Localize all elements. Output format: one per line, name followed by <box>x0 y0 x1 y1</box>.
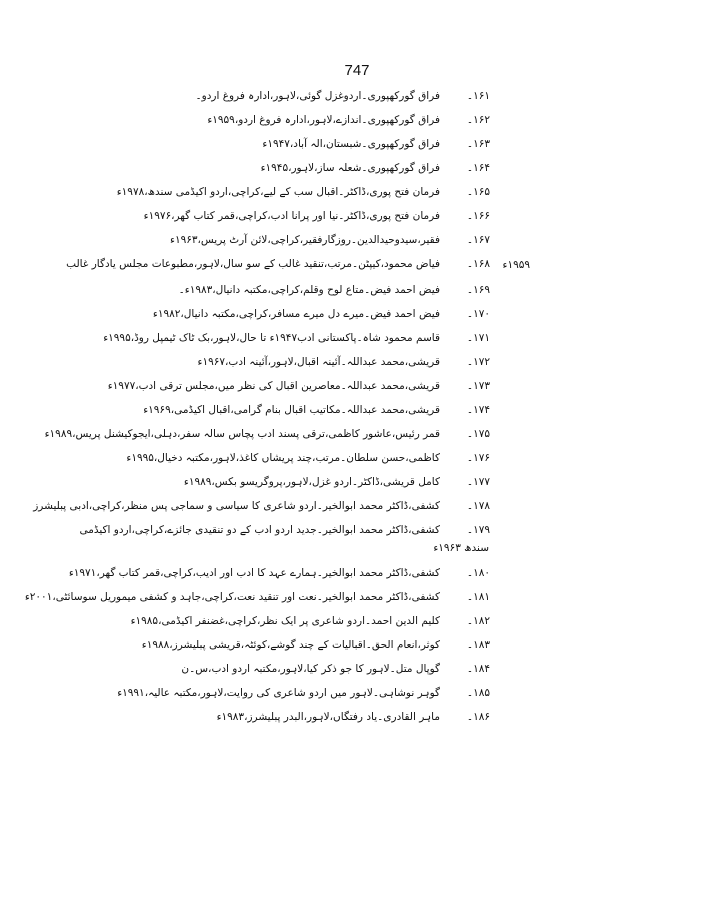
entry-number: ۱۶۴۔ <box>466 162 490 174</box>
entry-number: ۱۶۹۔ <box>466 284 490 296</box>
entry-number: ۱۷۴۔ <box>466 404 490 416</box>
entry-text: فراق گورکھپوری۔اردوغزل گوئی،لاہور،ادارہ فروغ اردو۔ <box>195 90 440 102</box>
entry-text: فقیر،سیدوحیدالدین۔روزگارفقیر،کراچی،لائن آرٹ پریس،۱۹۶۳ء <box>170 234 440 246</box>
entry-text: کشفی،ڈاکٹر محمد ابوالخیر۔نعت اور تنقید نعت،کراچی،جاہد و کشفی میموریل سوسائٹی،۲۰۰۱ء <box>24 591 440 603</box>
entry-number: ۱۸۶۔ <box>466 711 490 723</box>
entry-number: ۱۷۱۔ <box>466 332 490 344</box>
entry-text: گوہر نوشاہی۔لاہور میں اردو شاعری کی روایت،لاہور،مکتبہ عالیہ،۱۹۹۱ء <box>117 687 440 699</box>
bibliography-entry <box>126 448 490 468</box>
bibliography-entry <box>141 635 490 655</box>
entry-text: فرمان فتح پوری،ڈاکٹر۔اقبال سب کے لیے،کراچی،اردو اکیڈمی سندھ،۱۹۷۸ء <box>116 186 440 198</box>
entry-number: ۱۸۵۔ <box>466 687 490 699</box>
entry-number: ۱۷۹۔ <box>466 524 490 536</box>
entry-text: قاسم محمود شاہ۔پاکستانی ادب۱۹۴۷ء تا حال،لاہور،بک ٹاک ٹیمپل روڈ،۱۹۹۵ء <box>103 332 440 344</box>
entry-text: فراق گورکھپوری۔شعلہ ساز،لاہور،۱۹۴۵ء <box>260 162 440 174</box>
entry-text: قریشی،محمد عبداللہ۔آئینہ اقبال،لاہور،آئینہ ادب،۱۹۶۷ء <box>197 356 440 368</box>
bibliography-entry <box>117 683 490 703</box>
bibliography-entry <box>150 280 490 300</box>
bibliography-entry <box>150 352 490 372</box>
entry-number: ۱۸۴۔ <box>466 663 490 675</box>
entry-number: ۱۸۳۔ <box>466 639 490 651</box>
entry-number: ۱۷۳۔ <box>466 380 490 392</box>
entry-text: کشفی،ڈاکٹر محمد ابوالخیر۔ہمارے عہد کا ادب اور ادیب،کراچی،قمر کتاب گھر،۱۹۷۱ء <box>68 567 440 579</box>
entry-number: ۱۶۸۔ <box>466 258 490 270</box>
entry-number: ۱۷۲۔ <box>466 356 490 368</box>
entry-text: فیض احمد فیض۔متاع لوح وقلم،کراچی،مکتبہ دانیال،۱۹۸۳ء۔ <box>178 284 440 296</box>
entry-number: ۱۶۲۔ <box>466 114 490 126</box>
bibliography-entry <box>79 520 490 540</box>
entry-number: ۱۸۰۔ <box>466 567 490 579</box>
bibliography-entry <box>150 230 490 250</box>
section-year-label: ۱۹۵۹ء <box>502 259 530 271</box>
entry-text: کلیم الدین احمد۔اردو شاعری پر ایک نظر،کراچی،غضنفر اکیڈمی،۱۹۸۵ء <box>130 615 440 627</box>
bibliography-entry <box>107 376 490 396</box>
entry-text: فرمان فتح پوری،ڈاکٹر۔نیا اور پرانا ادب،کراچی،قمر کتاب گھر،۱۹۷۶ء <box>143 210 440 222</box>
entry-text: قریشی،محمد عبداللہ۔مکاتیب اقبال بنام گرامی،اقبال اکیڈمی،۱۹۶۹ء <box>143 404 440 416</box>
bibliography-entry <box>150 304 490 324</box>
entry-number: ۱۸۲۔ <box>466 615 490 627</box>
bibliography-entry <box>150 86 490 106</box>
section-year-label: سندھ ۱۹۶۳ء <box>433 542 489 554</box>
entry-text: کاظمی،حسن سلطان۔مرتب،چند پریشاں کاغذ،لاہور،مکتبہ دخیال،۱۹۹۵ء <box>126 452 440 464</box>
bibliography-entry <box>103 328 490 348</box>
entry-text: گوپال متل۔لاہور کا جو ذکر کیا،لاہور،مکتبہ اردو ادب،س۔ن <box>181 663 440 675</box>
entry-text: فیض احمد فیض۔میرے دل میرے مسافر،کراچی،مکتبہ دانیال،۱۹۸۲ء <box>152 308 440 320</box>
bibliography-entry <box>116 182 490 202</box>
bibliography-entry <box>68 563 490 583</box>
page-number: 747 <box>344 62 370 79</box>
entry-text: فراق گورکھپوری۔شبستان،الہ آباد،۱۹۴۷ء <box>262 138 440 150</box>
entry-number: ۱۶۵۔ <box>466 186 490 198</box>
bibliography-entry <box>150 134 490 154</box>
entry-number: ۱۷۵۔ <box>466 428 490 440</box>
entry-text: کوثر،انعام الحق۔اقبالیات کے چند گوشے،کوئٹہ،قریشی پبلیشرز،۱۹۸۸ء <box>141 639 440 651</box>
entry-text: کشفی،ڈاکٹر محمد ابوالخیر۔جدید اردو ادب کے دو تنقیدی جائزے،کراچی،اردو اکیڈمی <box>79 524 440 536</box>
entry-text: قمر رئیس،عاشور کاظمی،ترقی پسند ادب پچاس سالہ سفر،دہلی،ایجوکیشنل پریس،۱۹۸۹ء <box>44 428 440 440</box>
entry-text: ماہر القادری۔یاد رفتگاں،لاہور،البدر پبلیشرز،۱۹۸۳ء <box>216 711 440 723</box>
entry-number: ۱۶۳۔ <box>466 138 490 150</box>
bibliography-entry <box>150 110 490 130</box>
entry-number: ۱۷۷۔ <box>466 476 490 488</box>
entry-number: ۱۶۱۔ <box>466 90 490 102</box>
bibliography-entry <box>143 206 490 226</box>
entry-number: ۱۷۸۔ <box>466 500 490 512</box>
entry-text: قریشی،محمد عبداللہ۔معاصرین اقبال کی نظر میں،مجلس ترقی ادب،۱۹۷۷ء <box>107 380 440 392</box>
entry-number: ۱۸۱۔ <box>466 591 490 603</box>
bibliography-entry <box>24 587 490 607</box>
bibliography-entry <box>150 659 490 679</box>
entry-number: ۱۷۰۔ <box>466 308 490 320</box>
entry-number: ۱۷۶۔ <box>466 452 490 464</box>
bibliography-entry <box>150 472 490 492</box>
bibliography-entry <box>150 158 490 178</box>
entry-number: ۱۶۶۔ <box>466 210 490 222</box>
entry-number: ۱۶۷۔ <box>466 234 490 246</box>
entry-text: کامل قریشی،ڈاکٹر۔اردو غزل،لاہور،پروگریسو بکس،۱۹۸۹ء <box>183 476 440 488</box>
entry-text: کشفی،ڈاکٹر محمد ابوالخیر۔اردو شاعری کا سیاسی و سماجی پس منظر،کراچی،ادبی پبلیشرز <box>33 500 440 512</box>
bibliography-entry <box>130 611 490 631</box>
bibliography-entry <box>44 424 490 444</box>
bibliography-entry <box>143 400 490 420</box>
entry-text: فیاض محمود،کیپٹن۔مرتب،تنقید غالب کے سو سال،لاہور،مطبوعات مجلس یادگار غالب <box>66 258 440 270</box>
bibliography-entry <box>150 707 490 727</box>
bibliography-entry <box>33 496 490 516</box>
entry-text: فراق گورکھپوری۔اندازے،لاہور،ادارہ فروغ اردو،۱۹۵۹ء <box>207 114 440 126</box>
